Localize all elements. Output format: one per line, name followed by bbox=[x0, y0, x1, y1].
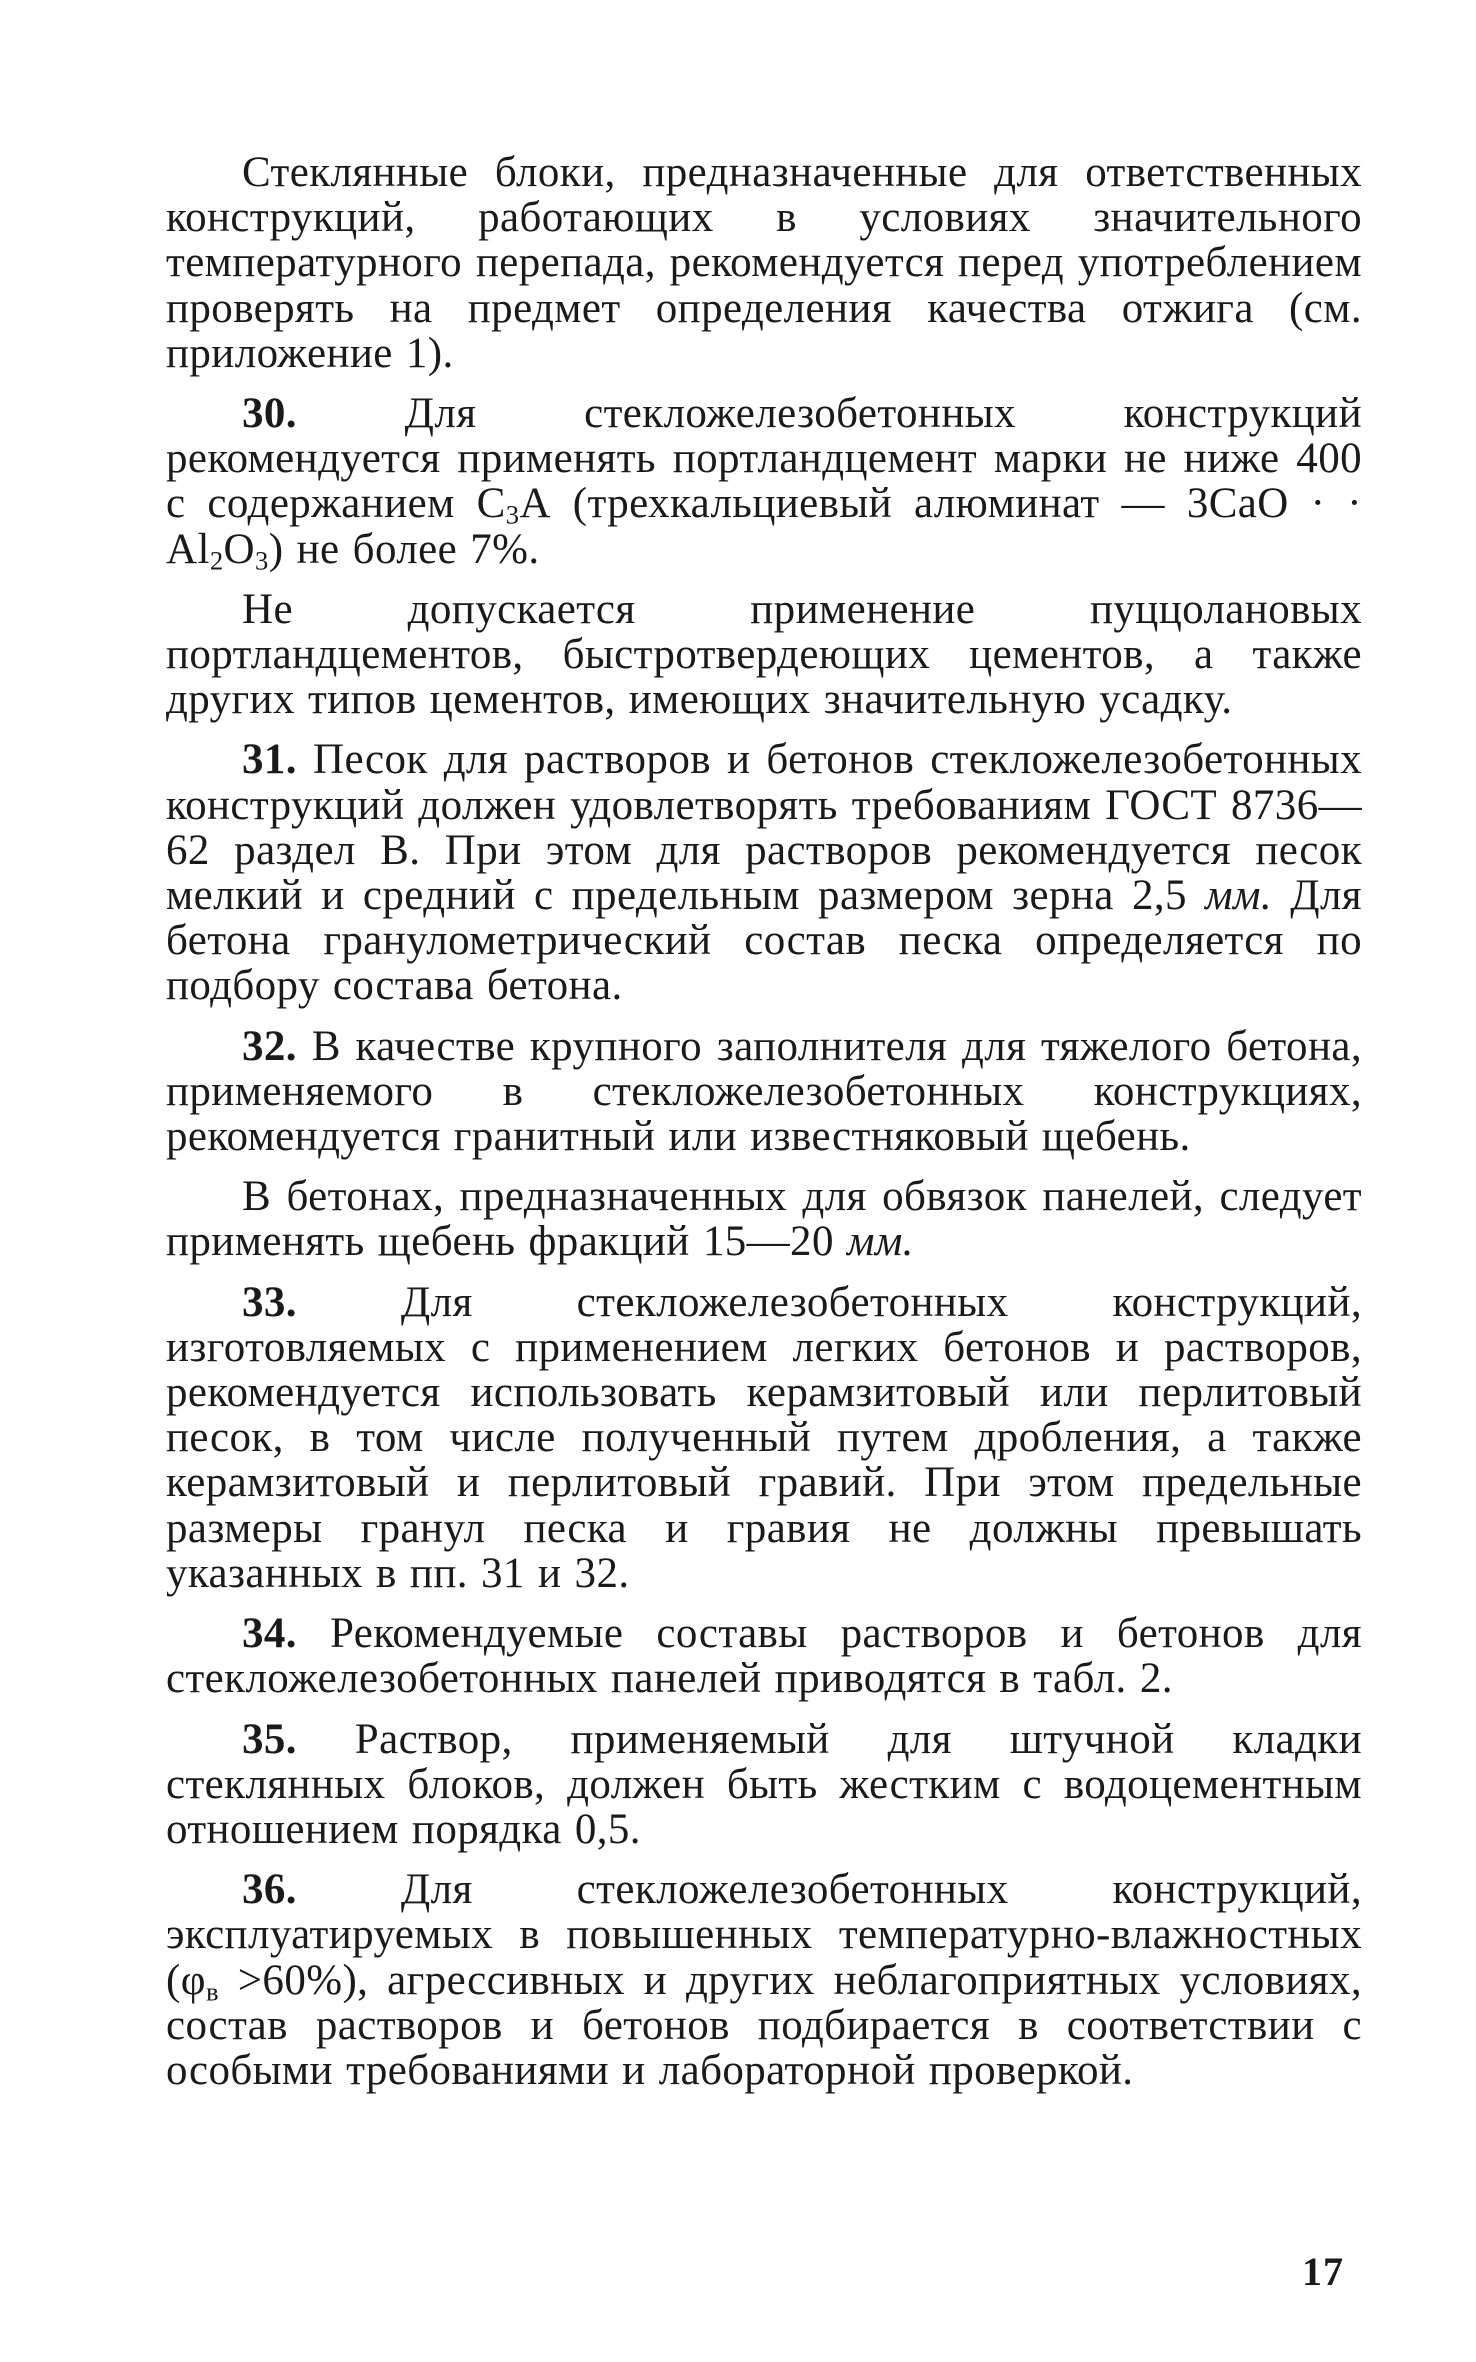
paragraph-number: 34. bbox=[242, 1610, 297, 1658]
paragraph-number: 35. bbox=[242, 1715, 297, 1763]
paragraph-text: >60%), агрессивных и других неблагоприятных условиях, состав растворов и бетонов подбирается в соответствии с особыми требованиями и лабораторной проверкой. bbox=[166, 1956, 1362, 2094]
paragraph-number: 30. bbox=[242, 390, 297, 438]
subscript: 3 bbox=[505, 500, 520, 531]
paragraph-36 bbox=[166, 1867, 1362, 2093]
paragraph-text: Для бетона гранулометрический состав песка определяется по подбору состава бетона. bbox=[166, 872, 1362, 1010]
subscript: 3 bbox=[255, 545, 269, 576]
document-body bbox=[166, 150, 1362, 2093]
paragraph-text: Песок для растворов и бетонов стекложелезобетонных конструкций должен удовлетворять требованиям ГОСТ 8736—62 раздел В. При этом для растворов рекомендуется песок мелкий и средний с предельным размером зерна 2,5 bbox=[166, 736, 1362, 920]
paragraph-text: Для стекложелезобетонных конструкций рекомендуется применять портландцемент марки не ниже 400 с содержанием С bbox=[166, 390, 1362, 528]
unit-label: мм. bbox=[847, 1218, 914, 1266]
paragraph-text: В бетонах, предназначенных для обвязок панелей, следует применять щебень фракций 15—20 bbox=[166, 1173, 1362, 1266]
paragraph-34 bbox=[166, 1611, 1362, 1701]
subscript: в bbox=[205, 1976, 219, 2007]
paragraph-text: Не допускается применение пуццолановых портландцементов, быстротвердеющих цементов, а также других типов цементов, имеющих значительную усадку. bbox=[166, 585, 1362, 724]
paragraph-30-note bbox=[166, 587, 1362, 723]
paragraph-31 bbox=[166, 737, 1362, 1008]
paragraph-text: В качестве крупного заполнителя для тяжелого бетона, применяемого в стекложелезобетонных конструкциях, рекомендуется гранитный или известняковый щебень. bbox=[166, 1022, 1362, 1161]
paragraph-text: Раствор, применяемый для штучной кладки стеклянных блоков, должен быть жестким с водоцементным отношением порядка 0,5. bbox=[166, 1715, 1362, 1853]
paragraph-text: Для стекложелезобетонных конструкций, эксплуатируемых в повышенных температурно-влажностных (φ bbox=[166, 1866, 1362, 2004]
paragraph-30 bbox=[166, 390, 1362, 576]
paragraph-number: 31. bbox=[242, 736, 297, 784]
paragraph-32 bbox=[166, 1024, 1362, 1160]
paragraph-text: O bbox=[223, 525, 256, 573]
subscript: 2 bbox=[209, 545, 224, 576]
paragraph-text: Рекомендуемые составы растворов и бетонов для стекложелезобетонных панелей приводятся в табл. 2. bbox=[166, 1610, 1362, 1703]
paragraph-intro-text: Стеклянные блоки, предназначенные для ответственных конструкций, работающих в условиях значительного температурного перепада, рекомендуется перед употреблением проверять на предмет определения качества отжига (см. приложение 1). bbox=[166, 149, 1362, 377]
paragraph-text: А (трехкальциевый алюминат — 3СаО · · Al bbox=[166, 480, 1362, 573]
paragraph-text: Для стекложелезобетонных конструкций, изготовляемых с применением легких бетонов и растворов, рекомендуется использовать керамзитовый или перлитовый песок, в том числе полученный путем дробления, а также керамзитовый и перлитовый гравий. При этом предельные размеры гранул песка и гравия не должны превышать указанных в пп. 31 и 32. bbox=[166, 1278, 1362, 1597]
paragraph-33 bbox=[166, 1280, 1362, 1596]
page-number: 17 bbox=[1302, 2249, 1344, 2294]
paragraph-32-note bbox=[166, 1174, 1362, 1264]
unit-label: мм. bbox=[1205, 872, 1272, 920]
paragraph-intro bbox=[166, 150, 1362, 376]
paragraph-number: 36. bbox=[242, 1866, 297, 1914]
paragraph-number: 32. bbox=[242, 1022, 297, 1070]
paragraph-number: 33. bbox=[242, 1278, 297, 1326]
paragraph-text: ) не более 7%. bbox=[268, 525, 540, 573]
paragraph-35 bbox=[166, 1717, 1362, 1853]
